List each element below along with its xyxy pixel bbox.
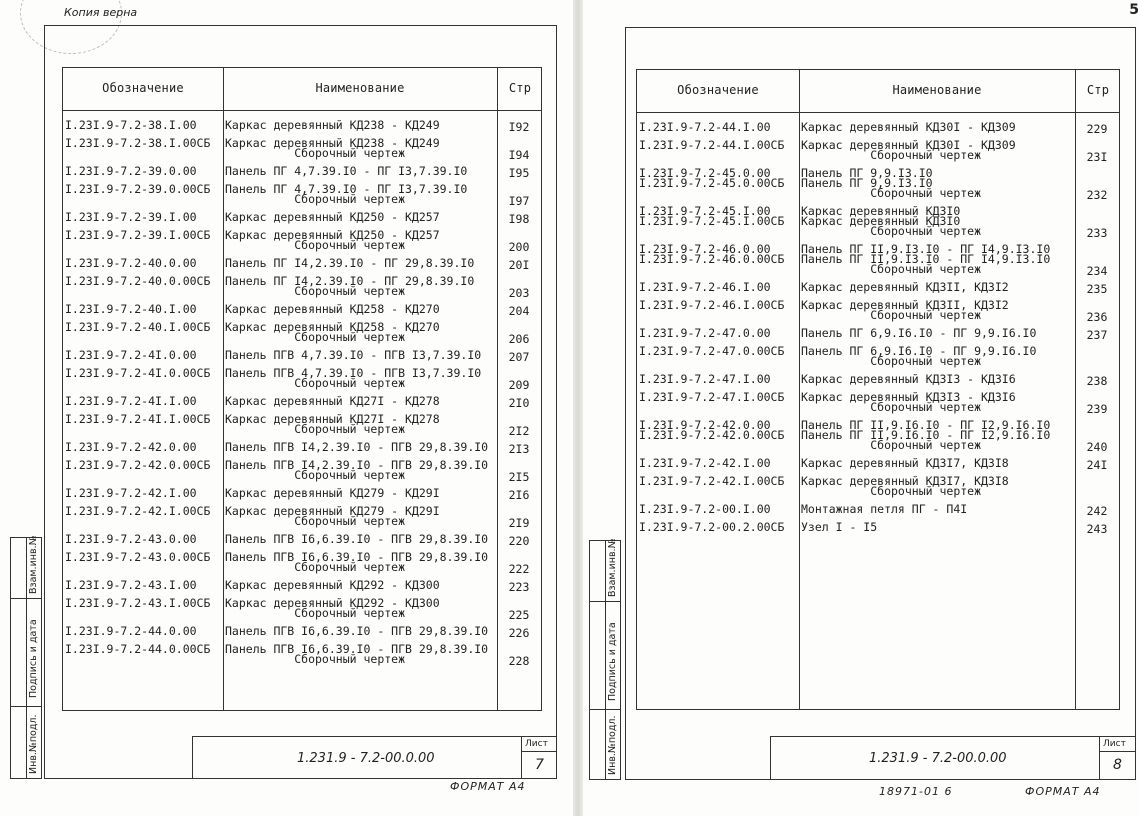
title-block-left bbox=[192, 736, 557, 779]
row-page: 2I2 bbox=[508, 424, 530, 438]
row-code: I.23I.9-7.2-43.I.00 bbox=[65, 578, 197, 592]
side-label-sign: Подпись и дата bbox=[607, 622, 618, 701]
row-code: I.23I.9-7.2-4I.0.00СБ bbox=[65, 366, 211, 380]
row-code: I.23I.9-7.2-00.2.00СБ bbox=[639, 520, 785, 534]
row-code: I.23I.9-7.2-42.I.00СБ bbox=[639, 474, 785, 488]
row-page: 242 bbox=[1086, 504, 1108, 518]
row-code: I.23I.9-7.2-44.0.00СБ bbox=[65, 642, 211, 656]
row-name: Панель ПГ I4,2.39.I0 - ПГ 29,8.39.I0 bbox=[225, 256, 475, 270]
table-row bbox=[637, 168, 1119, 206]
row-page: 2I5 bbox=[508, 470, 530, 484]
row-name: Панель ПГ 6,9.I6.I0 - ПГ 9,9.I6.I0 bbox=[801, 326, 1037, 340]
table-row bbox=[63, 414, 541, 442]
sheet-number: 7 bbox=[535, 757, 544, 773]
row-code: I.23I.9-7.2-4I.I.00 bbox=[65, 394, 197, 408]
row-code: I.23I.9-7.2-46.I.00СБ bbox=[639, 298, 785, 312]
right-page bbox=[583, 0, 1139, 816]
side-label-inv: Инв.№подл. bbox=[607, 715, 618, 775]
row-name: Каркас деревянный КД3I0 Каркас деревянный КД3I0 Сборочный чертеж bbox=[801, 204, 982, 238]
table-row bbox=[63, 276, 541, 304]
row-page: 220 bbox=[508, 534, 530, 548]
row-code: I.23I.9-7.2-46.0.00 I.23I.9-7.2-46.0.00СБ bbox=[639, 242, 785, 266]
row-name: Каркас деревянный КД238 - КД249 Сборочный чертеж bbox=[225, 136, 440, 160]
table-row bbox=[637, 140, 1119, 168]
row-name: Панель ПГВ I6,6.39.I0 - ПГВ 29,8.39.I0 bbox=[225, 532, 489, 546]
row-name: Каркас деревянный КД30I - КД309 Сборочный чертеж bbox=[801, 138, 1016, 162]
row-code: I.23I.9-7.2-42.I.00 bbox=[65, 486, 197, 500]
contents-table-right bbox=[636, 69, 1120, 710]
row-name: Панель ПГВ I6,6.39.I0 - ПГВ 29,8.39.I0 bbox=[225, 624, 489, 638]
row-code: I.23I.9-7.2-47.I.00СБ bbox=[639, 390, 785, 404]
table-row bbox=[63, 138, 541, 166]
header-name: Наименование bbox=[315, 81, 405, 95]
table-row bbox=[637, 244, 1119, 282]
table-row bbox=[637, 420, 1119, 458]
row-code: I.23I.9-7.2-39.I.00 bbox=[65, 210, 197, 224]
row-name: Панель ПГВ I4,2.39.I0 - ПГВ 29,8.39.I0 Сборочный чертеж bbox=[225, 458, 489, 482]
row-page: 2I9 bbox=[508, 516, 530, 530]
row-name: Каркас деревянный КД27I - КД278 Сборочный чертеж bbox=[225, 412, 440, 436]
row-name: Каркас деревянный КД3I3 - КД3I6 bbox=[801, 372, 1016, 386]
row-name: Панель ПГ 4,7.39.I0 - ПГ I3,7.39.I0 bbox=[225, 164, 468, 178]
row-name: Каркас деревянный КД3II, КД3I2 Сборочный чертеж bbox=[801, 298, 1009, 322]
row-page: 238 bbox=[1086, 374, 1108, 388]
header-page: Стр bbox=[508, 81, 532, 95]
row-code: I.23I.9-7.2-42.0.00 bbox=[65, 440, 197, 454]
row-code: I.23I.9-7.2-42.I.00 bbox=[639, 456, 771, 470]
row-page: 2I0 bbox=[508, 396, 530, 410]
row-code: I.23I.9-7.2-42.0.00СБ bbox=[65, 458, 211, 472]
row-name: Панель ПГВ I6,6.39.I0 - ПГВ 29,8.39.I0 Сборочный чертеж bbox=[225, 642, 489, 666]
table-row bbox=[63, 368, 541, 396]
corner-number: 5 bbox=[1129, 2, 1139, 18]
document-code: 1.231.9 - 7.2-00.0.00 bbox=[297, 751, 435, 766]
sheet-number: 8 bbox=[1113, 757, 1122, 773]
row-name: Каркас деревянный КД3II, КД3I2 bbox=[801, 280, 1009, 294]
row-name: Каркас деревянный КД238 - КД249 bbox=[225, 118, 440, 132]
table-row bbox=[637, 522, 1119, 540]
row-page: I98 bbox=[508, 212, 530, 226]
table-row bbox=[63, 506, 541, 534]
row-page: 240 bbox=[1086, 440, 1108, 454]
row-code: I.23I.9-7.2-00.I.00 bbox=[639, 502, 771, 516]
table-row bbox=[637, 392, 1119, 420]
table-row bbox=[63, 598, 541, 626]
row-page: 237 bbox=[1086, 328, 1108, 342]
row-page: 24I bbox=[1086, 458, 1108, 472]
row-name: Каркас деревянный КД3I7, КД3I8 bbox=[801, 456, 1009, 470]
right-side-stamp bbox=[589, 540, 621, 780]
left-side-stamp bbox=[10, 537, 42, 779]
row-page: I92 bbox=[508, 120, 530, 134]
row-page: 20I bbox=[508, 258, 530, 272]
header-page: Стр bbox=[1086, 83, 1110, 97]
row-page: 225 bbox=[508, 608, 530, 622]
row-name: Панель ПГ 9,9.I3.I0 Панель ПГ 9,9.I3.I0 Сборочный чертеж bbox=[801, 166, 982, 200]
row-name: Панель ПГВ I4,2.39.I0 - ПГВ 29,8.39.I0 bbox=[225, 440, 489, 454]
side-label-replace: Взам.инв.№ bbox=[607, 538, 618, 597]
sheet-label: Лист bbox=[1103, 739, 1126, 749]
row-name: Панель ПГВ 4,7.39.I0 - ПГВ I3,7.39.I0 Сборочный чертеж bbox=[225, 366, 482, 390]
table-row bbox=[637, 346, 1119, 374]
row-code: I.23I.9-7.2-43.0.00 bbox=[65, 532, 197, 546]
row-code: I.23I.9-7.2-40.I.00СБ bbox=[65, 320, 211, 334]
side-label-inv: Инв.№подл. bbox=[28, 714, 39, 774]
row-code: I.23I.9-7.2-43.I.00СБ bbox=[65, 596, 211, 610]
row-page: 206 bbox=[508, 332, 530, 346]
row-page: 236 bbox=[1086, 310, 1108, 324]
row-name: Каркас деревянный КД3I3 - КД3I6 Сборочный чертеж bbox=[801, 390, 1016, 414]
row-code: I.23I.9-7.2-44.I.00СБ bbox=[639, 138, 785, 152]
row-code: I.23I.9-7.2-40.0.00 bbox=[65, 256, 197, 270]
row-name: Каркас деревянный КД258 - КД270 bbox=[225, 302, 440, 316]
row-name: Каркас деревянный КД279 - КД29I bbox=[225, 486, 440, 500]
row-page: 223 bbox=[508, 580, 530, 594]
copy-stamp: Копия верна bbox=[64, 6, 138, 19]
row-page: 23I bbox=[1086, 150, 1108, 164]
contents-table-left bbox=[62, 67, 542, 711]
table-row bbox=[637, 300, 1119, 328]
row-name: Каркас деревянный КД27I - КД278 bbox=[225, 394, 440, 408]
row-code: I.23I.9-7.2-47.0.00 bbox=[639, 326, 771, 340]
row-code: I.23I.9-7.2-44.I.00 bbox=[639, 120, 771, 134]
row-name: Каркас деревянный КД292 - КД300 Сборочный чертеж bbox=[225, 596, 440, 620]
row-code: I.23I.9-7.2-47.0.00СБ bbox=[639, 344, 785, 358]
row-page: 226 bbox=[508, 626, 530, 640]
row-code: I.23I.9-7.2-40.0.00СБ bbox=[65, 274, 211, 288]
row-code: I.23I.9-7.2-39.0.00 bbox=[65, 164, 197, 178]
table-row bbox=[63, 230, 541, 258]
row-page: 232 bbox=[1086, 188, 1108, 202]
row-page: 2I6 bbox=[508, 488, 530, 502]
row-code: I.23I.9-7.2-40.I.00 bbox=[65, 302, 197, 316]
side-label-sign: Подпись и дата bbox=[28, 619, 39, 698]
row-page: 222 bbox=[508, 562, 530, 576]
row-name: Каркас деревянный КД3I7, КД3I8 Сборочный чертеж bbox=[801, 474, 1009, 498]
row-code: I.23I.9-7.2-4I.I.00СБ bbox=[65, 412, 211, 426]
row-page: 239 bbox=[1086, 402, 1108, 416]
header-name: Наименование bbox=[892, 83, 982, 97]
page-gutter bbox=[573, 0, 583, 816]
row-page: 207 bbox=[508, 350, 530, 364]
row-page: 200 bbox=[508, 240, 530, 254]
row-name: Панель ПГВ 4,7.39.I0 - ПГВ I3,7.39.I0 bbox=[225, 348, 482, 362]
row-page: 233 bbox=[1086, 226, 1108, 240]
row-name: Панель ПГ 6,9.I6.I0 - ПГ 9,9.I6.I0 Сборочный чертеж bbox=[801, 344, 1037, 368]
row-code: I.23I.9-7.2-39.I.00СБ bbox=[65, 228, 211, 242]
table-row bbox=[63, 184, 541, 212]
row-page: 209 bbox=[508, 378, 530, 392]
row-name: Каркас деревянный КД292 - КД300 bbox=[225, 578, 440, 592]
row-name: Панель ПГ I4,2.39.I0 - ПГ 29,8.39.I0 Сборочный чертеж bbox=[225, 274, 475, 298]
document-code: 1.231.9 - 7.2-00.0.00 bbox=[869, 751, 1007, 766]
row-name: Каркас деревянный КД250 - КД257 bbox=[225, 210, 440, 224]
row-name: Каркас деревянный КД279 - КД29I Сборочный чертеж bbox=[225, 504, 440, 528]
row-name: Панель ПГ 4,7.39.I0 - ПГ I3,7.39.I0 Сборочный чертеж bbox=[225, 182, 468, 206]
row-page: 243 bbox=[1086, 522, 1108, 536]
side-label-replace: Взам.инв.№ bbox=[28, 535, 39, 594]
table-row bbox=[63, 644, 541, 672]
header-code: Обозначение bbox=[677, 83, 759, 97]
row-name: Монтажная петля ПГ - П4I bbox=[801, 502, 968, 516]
row-page: 235 bbox=[1086, 282, 1108, 296]
row-name: Каркас деревянный КД250 - КД257 Сборочный чертеж bbox=[225, 228, 440, 252]
row-code: I.23I.9-7.2-4I.0.00 bbox=[65, 348, 197, 362]
row-page: I94 bbox=[508, 148, 530, 162]
row-page: 2I3 bbox=[508, 442, 530, 456]
archive-number: 18971-01 6 bbox=[879, 785, 953, 798]
row-code: I.23I.9-7.2-45.I.00 I.23I.9-7.2-45.I.00СБ bbox=[639, 204, 785, 228]
row-name: Панель ПГВ I6,6.39.I0 - ПГВ 29,8.39.I0 Сборочный чертеж bbox=[225, 550, 489, 574]
format-label: ФОРМАТ А4 bbox=[1025, 785, 1101, 798]
row-name: Узел I - I5 bbox=[801, 520, 878, 534]
header-code: Обозначение bbox=[102, 81, 184, 95]
row-page: 204 bbox=[508, 304, 530, 318]
row-page: 203 bbox=[508, 286, 530, 300]
row-code: I.23I.9-7.2-42.I.00СБ bbox=[65, 504, 211, 518]
row-page: I95 bbox=[508, 166, 530, 180]
table-row bbox=[63, 460, 541, 488]
table-row bbox=[63, 322, 541, 350]
row-code: I.23I.9-7.2-42.0.00 I.23I.9-7.2-42.0.00СБ bbox=[639, 418, 785, 442]
row-page: I97 bbox=[508, 194, 530, 208]
row-code: I.23I.9-7.2-39.0.00СБ bbox=[65, 182, 211, 196]
row-code: I.23I.9-7.2-38.I.00СБ bbox=[65, 136, 211, 150]
row-page: 229 bbox=[1086, 122, 1108, 136]
row-name: Каркас деревянный КД30I - КД309 bbox=[801, 120, 1016, 134]
row-code: I.23I.9-7.2-46.I.00 bbox=[639, 280, 771, 294]
row-code: I.23I.9-7.2-38.I.00 bbox=[65, 118, 197, 132]
row-code: I.23I.9-7.2-47.I.00 bbox=[639, 372, 771, 386]
title-block-right bbox=[770, 736, 1136, 780]
row-name: Панель ПГ II,9.I3.I0 - ПГ I4,9.I3.I0 Панель ПГ II,9.I3.I0 - ПГ I4,9.I3.I0 Сборочный чертеж bbox=[801, 242, 1051, 276]
sheet-label: Лист bbox=[525, 739, 548, 749]
row-code: I.23I.9-7.2-45.0.00 I.23I.9-7.2-45.0.00СБ bbox=[639, 166, 785, 190]
row-name: Каркас деревянный КД258 - КД270 Сборочный чертеж bbox=[225, 320, 440, 344]
row-code: I.23I.9-7.2-44.0.00 bbox=[65, 624, 197, 638]
table-row bbox=[637, 206, 1119, 244]
row-name: Панель ПГ II,9.I6.I0 - ПГ I2,9.I6.I0 Панель ПГ II,9.I6.I0 - ПГ I2,9.I6.I0 Сборочный чертеж bbox=[801, 418, 1051, 452]
row-page: 234 bbox=[1086, 264, 1108, 278]
format-label: ФОРМАТ А4 bbox=[450, 780, 526, 793]
row-code: I.23I.9-7.2-43.0.00СБ bbox=[65, 550, 211, 564]
table-row bbox=[637, 476, 1119, 504]
row-page: 228 bbox=[508, 654, 530, 668]
table-row bbox=[63, 552, 541, 580]
